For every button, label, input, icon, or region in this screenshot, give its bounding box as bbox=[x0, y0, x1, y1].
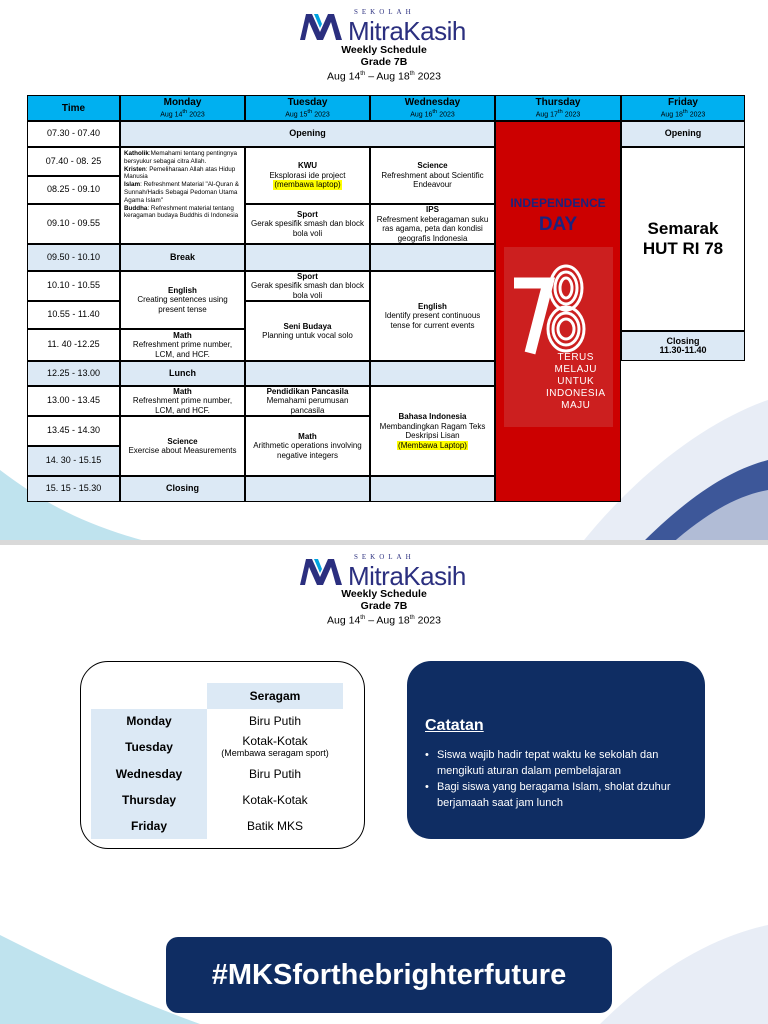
school-logo bbox=[298, 8, 478, 46]
tue-lunch-cell bbox=[245, 361, 370, 386]
mon-closing-cell: Closing bbox=[120, 476, 245, 502]
time-slot: 09.10 - 09.55 bbox=[27, 204, 120, 244]
catatan-box bbox=[407, 661, 705, 839]
wed-bindo-cell: Bahasa Indonesia Membandingkan Ragam Teks Deskripsi Lisan (Membawa Laptop) bbox=[370, 386, 495, 476]
wed-break-cell bbox=[370, 244, 495, 271]
seragam-day: Tuesday bbox=[125, 740, 173, 754]
mon-break-cell: Break bbox=[120, 244, 245, 271]
mon-english-cell: English Creating sentences using present tense bbox=[120, 271, 245, 329]
logo-m-icon bbox=[298, 555, 348, 587]
mon-math-cell: Math Refreshment prime number, LCM, and HCF. bbox=[120, 329, 245, 361]
seragam-value: Kotak-Kotak bbox=[242, 793, 308, 807]
logo-78-icon bbox=[510, 253, 590, 358]
seragam-day: Thursday bbox=[121, 793, 176, 807]
weekly-schedule-title: Weekly Schedule bbox=[341, 588, 427, 600]
hashtag-banner: #MKSforthebrighterfuture bbox=[166, 937, 612, 1013]
hut-ri-78-poster bbox=[504, 247, 613, 427]
poster-text: TERUS MELAJU UNTUK INDONESIA MAJU bbox=[546, 352, 606, 411]
thu-independence-cell bbox=[495, 121, 621, 502]
time-slot: 07.40 - 08. 25 bbox=[27, 147, 120, 176]
grade-title: Grade 7B bbox=[360, 56, 408, 68]
seragam-day: Wednesday bbox=[115, 767, 183, 781]
time-slot: 10.10 - 10.55 bbox=[27, 271, 120, 301]
mon-lunch-cell: Lunch bbox=[120, 361, 245, 386]
mon-math2-cell: Math Refreshment prime number, LCM, and HCF. bbox=[120, 386, 245, 416]
time-slot: 14. 30 - 15.15 bbox=[27, 446, 120, 476]
time-slot: 12.25 - 13.00 bbox=[27, 361, 120, 386]
day-title: DAY bbox=[538, 214, 578, 235]
header-wednesday: Wednesday Aug 16th 2023 bbox=[370, 95, 495, 121]
seragam-value: Batik MKS bbox=[246, 819, 303, 833]
catatan-list bbox=[421, 747, 693, 811]
logo-m-icon bbox=[298, 10, 348, 42]
tue-closing-cell bbox=[245, 476, 370, 502]
mon-religion-cell: Katholik:Memahami tentang pentingnya bersyukur sebagai citra Allah. Kristen: Pemeliharaan Allah atas Hidup Manusia Islam: Refreshment Material "Al-Quran & Sunnah/Hadis Sebagai Pedoman Utama Agama Islam" Buddha: Refreshment material tentang keragaman budaya Buddhis di Indonesia bbox=[120, 147, 245, 244]
schedule-titles bbox=[234, 44, 534, 83]
wed-ips-cell: IPS Refresment keberagaman suku ras agama, peta dan kondisi geografis Indonesia bbox=[370, 204, 495, 244]
time-slot: 09.50 - 10.10 bbox=[27, 244, 120, 271]
seragam-day: Monday bbox=[126, 714, 172, 728]
header-time: Time bbox=[27, 95, 120, 121]
fri-semarak-cell: Semarak HUT RI 78 bbox=[621, 147, 745, 331]
tue-seni-cell: Seni Budaya Planning untuk vocal solo bbox=[245, 301, 370, 361]
seragam-value: Biru Putih bbox=[248, 767, 302, 781]
seragam-value: Kotak-Kotak (Membawa seragam sport) bbox=[221, 734, 329, 758]
time-slot: 07.30 - 07.40 bbox=[27, 121, 120, 147]
tue-sport2-cell: Sport Gerak spesifik smash dan block bola voli bbox=[245, 271, 370, 301]
seragam-day: Friday bbox=[130, 819, 167, 833]
weekly-schedule-title: Weekly Schedule bbox=[341, 44, 427, 56]
seragam-header: Seragam bbox=[207, 683, 343, 709]
tue-break-cell bbox=[245, 244, 370, 271]
time-slot: 10.55 - 11.40 bbox=[27, 301, 120, 329]
wed-english-cell: English Identify present continuous tense for current events bbox=[370, 271, 495, 361]
wed-closing-cell bbox=[370, 476, 495, 502]
date-range: Aug 14th – Aug 18th 2023 bbox=[327, 70, 441, 83]
time-slot: 13.45 - 14.30 bbox=[27, 416, 120, 446]
schedule-titles bbox=[234, 588, 534, 627]
seragam-box bbox=[80, 661, 365, 849]
time-slot: 15. 15 - 15.30 bbox=[27, 476, 120, 502]
time-slot: 08.25 - 09.10 bbox=[27, 176, 120, 204]
independence-title: INDEPENDENCE bbox=[510, 196, 606, 210]
fri-opening-cell: Opening bbox=[621, 121, 745, 147]
logo-sekolah-text: SEKOLAH bbox=[354, 553, 415, 561]
header-tuesday: Tuesday Aug 15th 2023 bbox=[245, 95, 370, 121]
schedule-table bbox=[27, 95, 745, 502]
header-friday: Friday Aug 18th 2023 bbox=[621, 95, 745, 121]
time-slot: 13.00 - 13.45 bbox=[27, 386, 120, 416]
opening-cell: Opening bbox=[120, 121, 495, 147]
notes-page bbox=[0, 545, 768, 1024]
tue-pkn-cell: Pendidikan Pancasila Memahami perumusan pancasila bbox=[245, 386, 370, 416]
catatan-item: • Bagi siswa yang beragama Islam, sholat dzuhur berjamaah saat jam lunch bbox=[421, 779, 693, 811]
school-logo bbox=[298, 553, 478, 591]
catatan-item: • Siswa wajib hadir tepat waktu ke sekolah dan mengikuti aturan dalam pembelajaran bbox=[421, 747, 693, 779]
header-thursday: Thursday Aug 17th 2023 bbox=[495, 95, 621, 121]
header-monday: Monday Aug 14th 2023 bbox=[120, 95, 245, 121]
catatan-title: Catatan bbox=[425, 717, 484, 734]
tue-kwu-cell: KWU Eksplorasi ide project (membawa laptop) bbox=[245, 147, 370, 204]
date-range: Aug 14th – Aug 18th 2023 bbox=[327, 614, 441, 627]
grade-title: Grade 7B bbox=[360, 600, 408, 612]
logo-name-text: MitraKasih bbox=[348, 16, 466, 46]
fri-closing-cell: Closing 11.30-11.40 bbox=[621, 331, 745, 361]
seragam-value: Biru Putih bbox=[248, 714, 302, 728]
wed-lunch-cell bbox=[370, 361, 495, 386]
tue-sport1-cell: Sport Gerak spesifik smash dan block bola voli bbox=[245, 204, 370, 244]
logo-sekolah-text: SEKOLAH bbox=[354, 8, 415, 16]
time-slot: 11. 40 -12.25 bbox=[27, 329, 120, 361]
tue-math-cell: Math Arithmetic operations involving negative integers bbox=[245, 416, 370, 476]
mon-science-cell: Science Exercise about Measurements bbox=[120, 416, 245, 476]
wed-science-cell: Science Refreshment about Scientific Endeavour bbox=[370, 147, 495, 204]
logo-name-text: MitraKasih bbox=[348, 561, 466, 591]
